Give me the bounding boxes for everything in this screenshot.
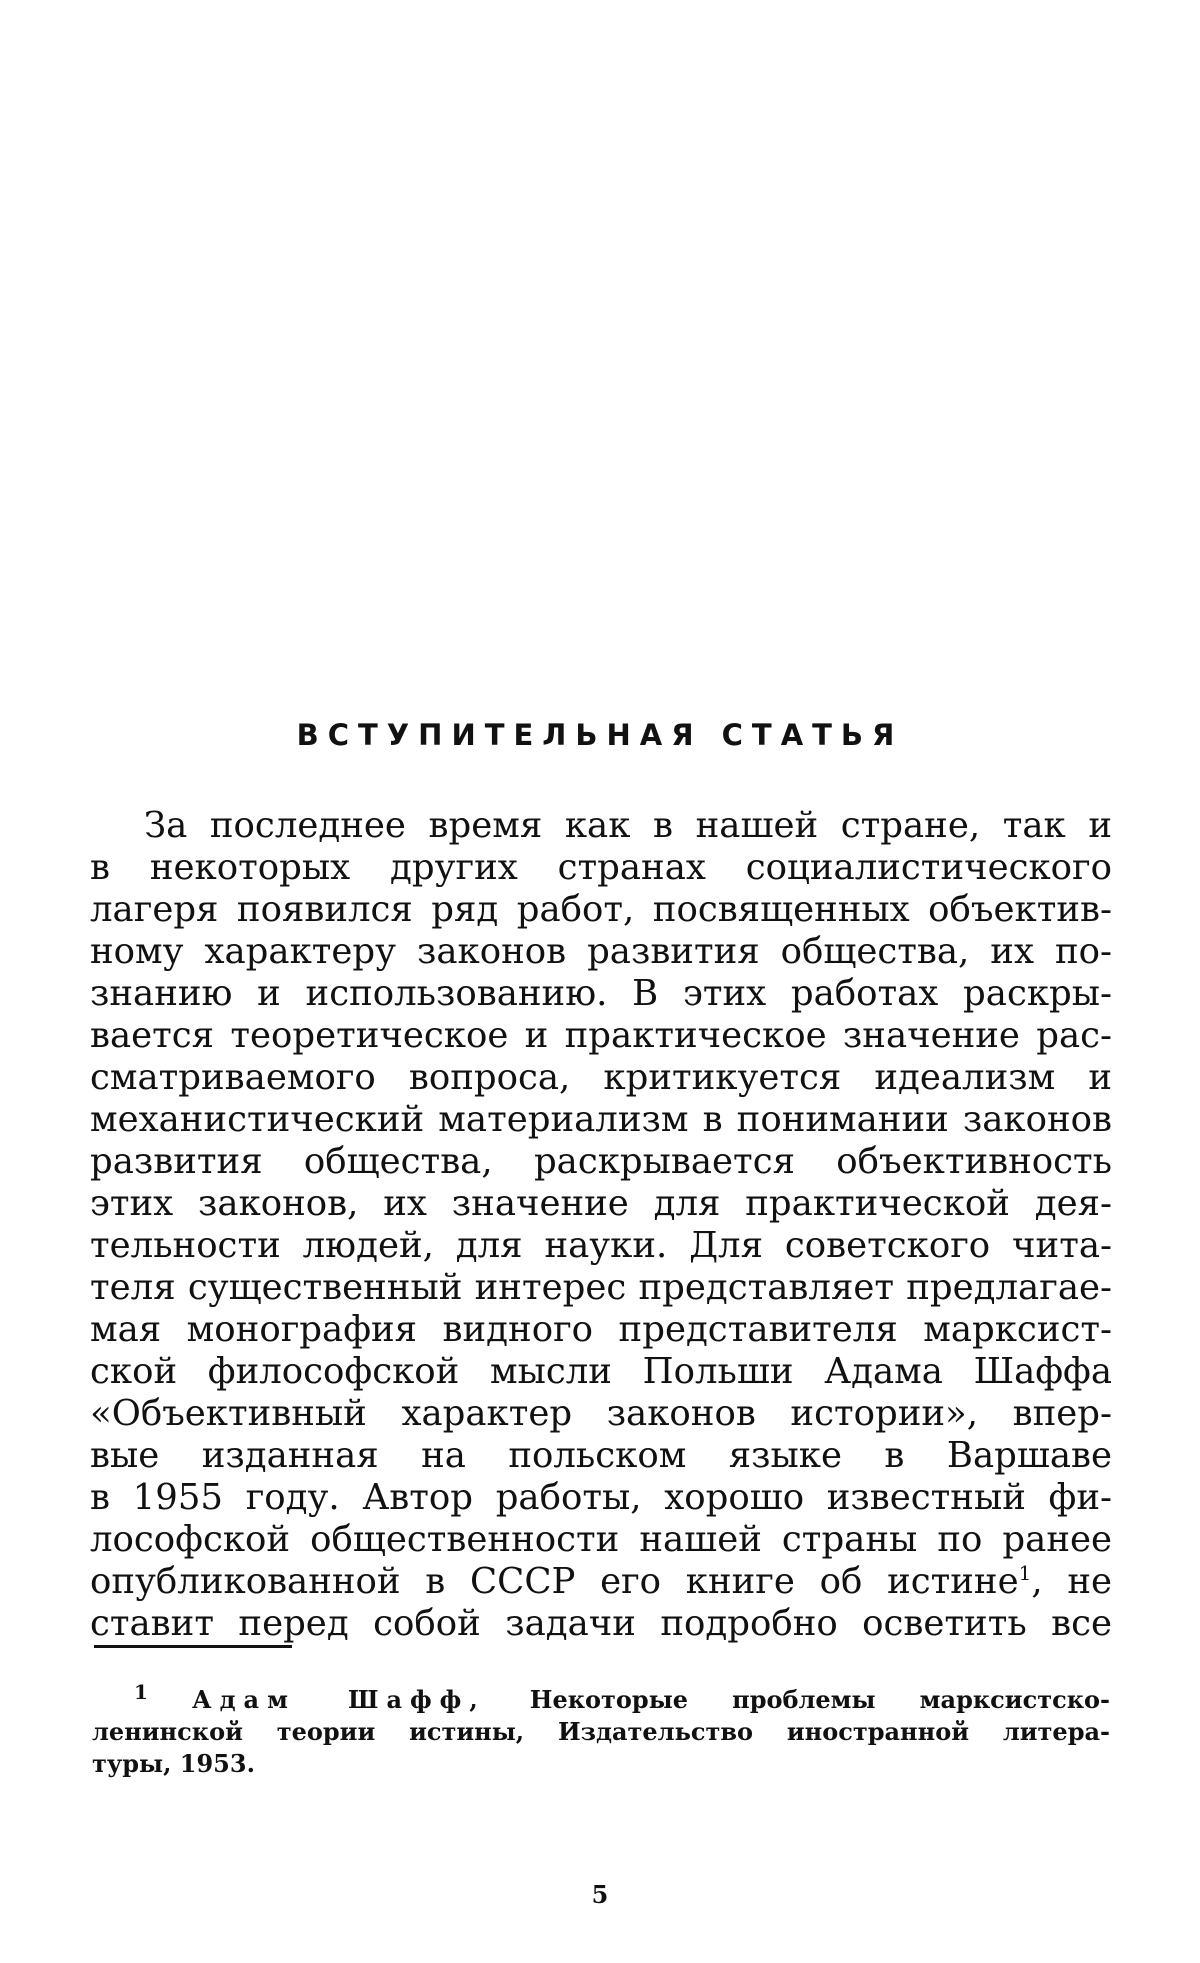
ref-line-text: опубликованной в СССР его книге об истине xyxy=(90,1561,1019,1602)
footnote xyxy=(92,1680,1110,1780)
body-line: развития общества, раскрывается объективность xyxy=(90,1141,1112,1182)
footnote-title-start: Некоторые проблемы марксистско- xyxy=(529,1685,1110,1714)
body-line: ставит перед собой задачи подробно осветить все xyxy=(90,1603,1112,1644)
body-line: ному характеру законов развития общества, их по- xyxy=(90,931,1112,972)
body-line: лософской общественности нашей страны по ранее xyxy=(90,1519,1112,1560)
body-line: механистический материализм в понимании законов xyxy=(90,1099,1112,1140)
body-line: лагеря появился ряд работ, посвященных объектив- xyxy=(90,889,1112,930)
body-line: вается теоретическое и практическое значение рас- xyxy=(90,1015,1112,1056)
body-line: вые изданная на польском языке в Варшаве xyxy=(90,1435,1112,1476)
body-line: этих законов, их значение для практической дея- xyxy=(90,1183,1112,1224)
body-line-with-footnote-ref xyxy=(90,1561,1112,1603)
body-line: знанию и использованию. В этих работах раскры- xyxy=(90,973,1112,1014)
body-line: тельности людей, для науки. Для советского чита- xyxy=(90,1225,1112,1266)
page-heading: ВСТУПИТЕЛЬНАЯ СТАТЬЯ xyxy=(296,718,904,752)
footnote-author: Адам Шафф, xyxy=(192,1685,486,1714)
page-number: 5 xyxy=(591,1880,609,1909)
footnote-reference: 1 xyxy=(1018,1561,1032,1586)
body-line: «Объективный характер законов истории», впер- xyxy=(90,1393,1112,1434)
footnote-divider xyxy=(94,1645,292,1648)
body-line: ской философской мысли Польши Адама Шаффа xyxy=(90,1351,1112,1392)
footnote-line: туры, 1953. xyxy=(92,1749,255,1778)
footnote-line xyxy=(92,1680,1110,1716)
body-line: в некоторых других странах социалистического xyxy=(90,847,1112,888)
footnote-marker: 1 xyxy=(134,1680,148,1704)
body-text xyxy=(90,805,1112,1645)
footnote-line: ленинской теории истины, Издательство иностранной литера- xyxy=(92,1717,1110,1746)
ref-line-tail: , не xyxy=(1031,1561,1112,1602)
body-line: мая монография видного представителя марксист- xyxy=(90,1309,1112,1350)
body-line: в 1955 году. Автор работы, хорошо известный фи- xyxy=(90,1477,1112,1518)
body-line: За последнее время как в нашей стране, так и xyxy=(144,805,1112,846)
body-line: теля существенный интерес представляет предлагае- xyxy=(90,1267,1112,1308)
body-line: сматриваемого вопроса, критикуется идеализм и xyxy=(90,1057,1112,1098)
